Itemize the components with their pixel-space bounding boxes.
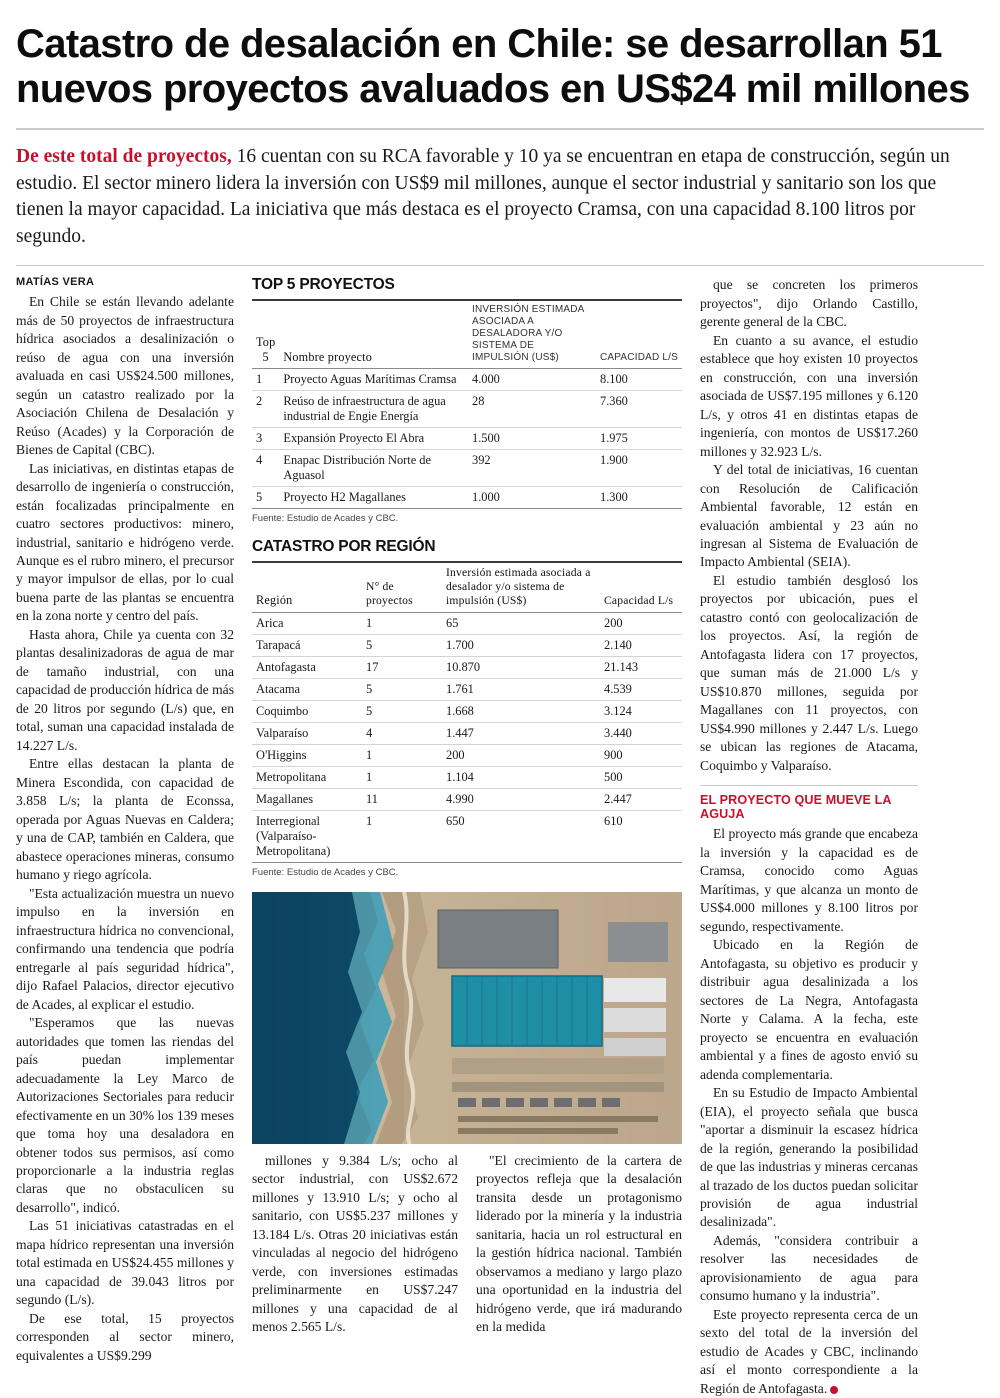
table-row (252, 810, 682, 862)
region-table (252, 563, 682, 862)
top5-table-title: TOP 5 PROYECTOS (252, 276, 395, 294)
table-header-row (252, 301, 682, 369)
table-row (252, 612, 682, 634)
paragraph: Entre ellas destacan la planta de Minera Escondida, con capacidad de 3.858 L/s; la planta de Econssa, operada por Aguas Nuevas en Caldera; y una de CAP, también en Caldera, que abastece operaciones mineras, consumo humano y riego agrícola. (16, 756, 234, 883)
paragraph: Y del total de iniciativas, 16 cuentan con Resolución de Calificación Ambiental favorable, 12 están en evaluación ambiental y 23 aún no ingresan al Sistema de Evaluación de Impacto Ambiental (SEIA). (700, 462, 918, 570)
divider-top (16, 128, 984, 130)
cell-investment: 10.870 (442, 656, 600, 678)
th-region: Región (252, 563, 362, 612)
table-row (252, 766, 682, 788)
paragraph: De ese total, 15 proyectos corresponden al sector minero, equivalentes a US$9.299 (16, 1310, 234, 1363)
paragraph: "Esperamos que las nuevas autoridades que tomen las riendas del país puedan implementar adecuadamente la Ley Marco de Autorizaciones Sectoriales para reducir efectivamente en un 30% los 139 meses que toma hoy una desaladora en obtener todos sus permisos, así como proporcionarle a la industria reglas claras que no obstaculicen su desarrollo", indicó. (16, 1015, 234, 1215)
table-row (252, 487, 682, 509)
cell-region: Valparaíso (252, 722, 362, 744)
cell-projects: 5 (362, 634, 442, 656)
cell-region: Arica (252, 612, 362, 634)
cell-region: Metropolitana (252, 766, 362, 788)
table-row (252, 656, 682, 678)
cell-capacity: 3.440 (600, 722, 682, 744)
table-row (252, 722, 682, 744)
lead-text: 16 cuentan con su RCA favorable y 10 ya se encuentran en etapa de construcción, según un estudio. El sector minero lidera la inversión con US$9 mil millones, aunque el sector industrial y sanitario son los que tienen la mayor capacidad. La iniciativa que más destaca es el proyecto Cramsa, con una capacidad 8.100 litros por segundo. (16, 145, 950, 248)
cell-region: Tarapacá (252, 634, 362, 656)
cell-projects: 1 (362, 810, 442, 862)
cell-investment: 4.990 (442, 788, 600, 810)
cell-investment: 1.500 (468, 428, 596, 450)
cell-investment: 200 (442, 744, 600, 766)
region-table-title: CATASTRO POR REGIÓN (252, 538, 436, 556)
cell-projects: 1 (362, 766, 442, 788)
paragraph: "Esta actualización muestra un nuevo impulso en la inversión en infraestructura hídrica no convencional, confirmando una tendencia que podría entregarle al país seguridad hídrica", dijo Rafael Palacios, director ejecutivo de Acades, al explicar el estudio. (16, 885, 234, 1012)
paragraph: El estudio también desglosó los proyectos por ubicación, pues el catastro contó con geolocalización de los proyectos. Así, la región de Antofagasta lidera con 17 proyectos, que suman más de 21.000 L/s y US$10.870 millones, seguida por Magallanes con 11 proyectos, con US$4.990 millones y 2.447 L/s. Luego se ubican las regiones de Atacama, Coquimbo y Valparaíso. (700, 572, 918, 773)
cell-projects: 17 (362, 656, 442, 678)
article-page (0, 22, 1000, 1396)
th-investment: Inversión estimada asociada a desalador y/o sistema de impulsión (US$) (442, 563, 600, 612)
cell-region: Antofagasta (252, 656, 362, 678)
article-photo (252, 892, 682, 1144)
table-row (252, 634, 682, 656)
paragraph-text: Este proyecto representa cerca de un sexto del total de la inversión del estudio de Acades y CBC, inclinando así el monto correspondiente a la Región de Antofagasta. (700, 1306, 918, 1396)
table-row (252, 788, 682, 810)
table-row (252, 450, 682, 487)
th-rank: Top 5 (252, 301, 279, 369)
cell-rank: 2 (252, 391, 279, 428)
photo-illustration (252, 892, 682, 1144)
paragraph: Las iniciativas, en distintas etapas de desarrollo de ingeniería o construcción, están focalizadas principalmente en cuatro sectores productivos: minero, industrial, sanitario e hidrógeno verde. Aunque es el rubro minero, el precursor y mayor impulsor de ellas, por lo cual buena parte de las plantas se encuentra en la zona norte y centro del país. (16, 460, 234, 624)
cell-rank: 3 (252, 428, 279, 450)
cell-capacity: 2.447 (600, 788, 682, 810)
table-row (252, 700, 682, 722)
cell-name: Proyecto H2 Magallanes (279, 487, 468, 509)
cell-projects: 5 (362, 700, 442, 722)
top5-table (252, 301, 682, 508)
cell-name: Expansión Proyecto El Abra (279, 428, 468, 450)
table-row (252, 428, 682, 450)
cell-projects: 1 (362, 744, 442, 766)
th-capacity: CAPACIDAD L/S (596, 301, 682, 369)
paragraph-last (700, 1306, 918, 1398)
top5-table-block (252, 276, 682, 524)
end-mark-icon (830, 1386, 838, 1394)
cell-projects: 5 (362, 678, 442, 700)
cell-name: Reúso de infraestructura de agua industrial de Engie Energía (279, 391, 468, 428)
paragraph: El proyecto más grande que encabeza la inversión y la capacidad es de Cramsa, conocido como Aguas Marítimas, y que alcanza un monto de US$4.000 millones y 8.100 litros por segundo, respectivamente. (700, 826, 918, 934)
table-row (252, 744, 682, 766)
cell-capacity: 7.360 (596, 391, 682, 428)
th-investment: INVERSIÓN ESTIMADA ASOCIADA A DESALADORA Y/O SISTEMA DE IMPULSIÓN (US$) (468, 301, 596, 369)
subhead-project: EL PROYECTO QUE MUEVE LA AGUJA (700, 785, 918, 821)
cell-investment: 1.668 (442, 700, 600, 722)
th-projects: N° de proyectos (362, 563, 442, 612)
article-columns (16, 276, 984, 1398)
cell-capacity: 500 (600, 766, 682, 788)
table-row (252, 391, 682, 428)
th-name: Nombre proyecto (279, 301, 468, 369)
cell-region: Atacama (252, 678, 362, 700)
region-table-block (252, 538, 682, 878)
cell-projects: 1 (362, 612, 442, 634)
cell-investment: 4.000 (468, 369, 596, 391)
table-row (252, 369, 682, 391)
column-left (16, 276, 234, 1365)
cell-capacity: 4.539 (600, 678, 682, 700)
paragraph: Ubicado en la Región de Antofagasta, su objetivo es producir y distribuir agua desalinizada a los sectores de La Negra, Antofagasta Norte y Calama. A la fecha, este proyecto se encuentra en evaluación ambiental y a fines de agosto envió su adenda complementaria. (700, 937, 918, 1082)
cell-investment: 1.447 (442, 722, 600, 744)
cell-rank: 4 (252, 450, 279, 487)
page-title: Catastro de desalación en Chile: se desarrollan 51 nuevos proyectos avaluados en US$24 mil millones (16, 22, 970, 111)
cell-investment: 1.000 (468, 487, 596, 509)
divider-lead (16, 265, 984, 266)
cell-rank: 1 (252, 369, 279, 391)
cell-region: Coquimbo (252, 700, 362, 722)
cell-investment: 1.761 (442, 678, 600, 700)
cell-capacity: 610 (600, 810, 682, 862)
column-right (700, 276, 918, 1398)
column-middle (252, 276, 682, 1337)
byline: MATÍAS VERA (16, 276, 95, 289)
table-header-row (252, 563, 682, 612)
cell-capacity: 900 (600, 744, 682, 766)
paragraph: Además, "considera contribuir a resolver las necesidades de aprovisionamiento de agua para consumo humano y la industria". (700, 1232, 918, 1304)
cell-capacity: 1.300 (596, 487, 682, 509)
lead-highlight: De este total de proyectos, (16, 145, 232, 167)
cell-investment: 1.104 (442, 766, 600, 788)
cell-capacity: 1.900 (596, 450, 682, 487)
paragraph: que se concreten los primeros proyectos", dijo Orlando Castillo, gerente general de la CBC. (700, 277, 918, 330)
cell-capacity: 3.124 (600, 700, 682, 722)
table-row (252, 678, 682, 700)
paragraph: En Chile se están llevando adelante más de 50 proyectos de infraestructura hídrica asociados a desalinización o reúso de agua con una inversión avaluada en casi US$24.500 millones, según un catastro realizado por la Asociación Chilena de Desalación y Reúso (Acades) y la Corporación de Bienes de Capital (CBC). (16, 294, 234, 458)
paragraph: Hasta ahora, Chile ya cuenta con 32 plantas desalinizadoras de agua de mar de tamaño industrial, con una capacidad de producción hídrica de más de 20 litros por segundo (L/s) que, en total, suman una capacidad instalada de 14.227 L/s. (16, 626, 234, 753)
cell-investment: 65 (442, 612, 600, 634)
cell-projects: 4 (362, 722, 442, 744)
lead-paragraph (16, 144, 984, 252)
cell-capacity: 1.975 (596, 428, 682, 450)
cell-capacity: 8.100 (596, 369, 682, 391)
cell-investment: 1.700 (442, 634, 600, 656)
cell-region: O'Higgins (252, 744, 362, 766)
paragraph: En su Estudio de Impacto Ambiental (EIA), el proyecto señala que busca "aportar a disminuir la escasez hídrica de la región, generando la posibilidad de que las industrias y mineras cercanas al trazado de los ductos puedan solicitar provisión de agua industrial desalinizada". (700, 1085, 918, 1230)
cell-capacity: 21.143 (600, 656, 682, 678)
paragraph: En cuanto a su avance, el estudio establece que hoy existen 10 proyectos en construcción, con una inversión asociada de US$7.195 millones y 6.120 L/s, y otros 41 en distintas etapas de ingeniería, con montos de US$17.260 millones y 32.923 L/s. (700, 332, 918, 459)
cell-investment: 28 (468, 391, 596, 428)
cell-capacity: 200 (600, 612, 682, 634)
photo-caption-columns (252, 1152, 682, 1337)
cell-projects: 11 (362, 788, 442, 810)
cell-name: Enapac Distribución Norte de Aguasol (279, 450, 468, 487)
paragraph: millones y 9.384 L/s; ocho al sector industrial, con US$2.672 millones y 13.910 L/s; y ocho al sanitario, con US$5.237 millones y 13.184 L/s. Otras 20 iniciativas están vinculadas al negocio del hidrógeno verde, con inversiones estimadas preliminarmente en US$7.247 millones y una capacidad de al menos 2.565 L/s. (252, 1152, 458, 1335)
th-capacity: Capacidad L/s (600, 563, 682, 612)
paragraph: "El crecimiento de la cartera de proyectos refleja que la desalación transita desde un protagonismo liderado por la minería y la industria sanitaria, hacia un rol estructural en la gestión hídrica nacional. También observamos a mediano y largo plazo una oportunidad en la industria del hidrógeno verde, que irá madurando en la medida (476, 1152, 682, 1335)
region-source: Fuente: Estudio de Acades y CBC. (252, 866, 399, 878)
cell-investment: 650 (442, 810, 600, 862)
cell-rank: 5 (252, 487, 279, 509)
cell-region: Interregional (Valparaíso-Metropolitana) (252, 810, 362, 862)
cell-region: Magallanes (252, 788, 362, 810)
paragraph: Las 51 iniciativas catastradas en el mapa hídrico representan una inversión total estimada en US$24.455 millones y una capacidad de 39.043 litros por segundo (L/s). (16, 1218, 234, 1308)
cell-capacity: 2.140 (600, 634, 682, 656)
cell-name: Proyecto Aguas Marítimas Cramsa (279, 369, 468, 391)
cell-investment: 392 (468, 450, 596, 487)
top5-source: Fuente: Estudio de Acades y CBC. (252, 513, 399, 525)
